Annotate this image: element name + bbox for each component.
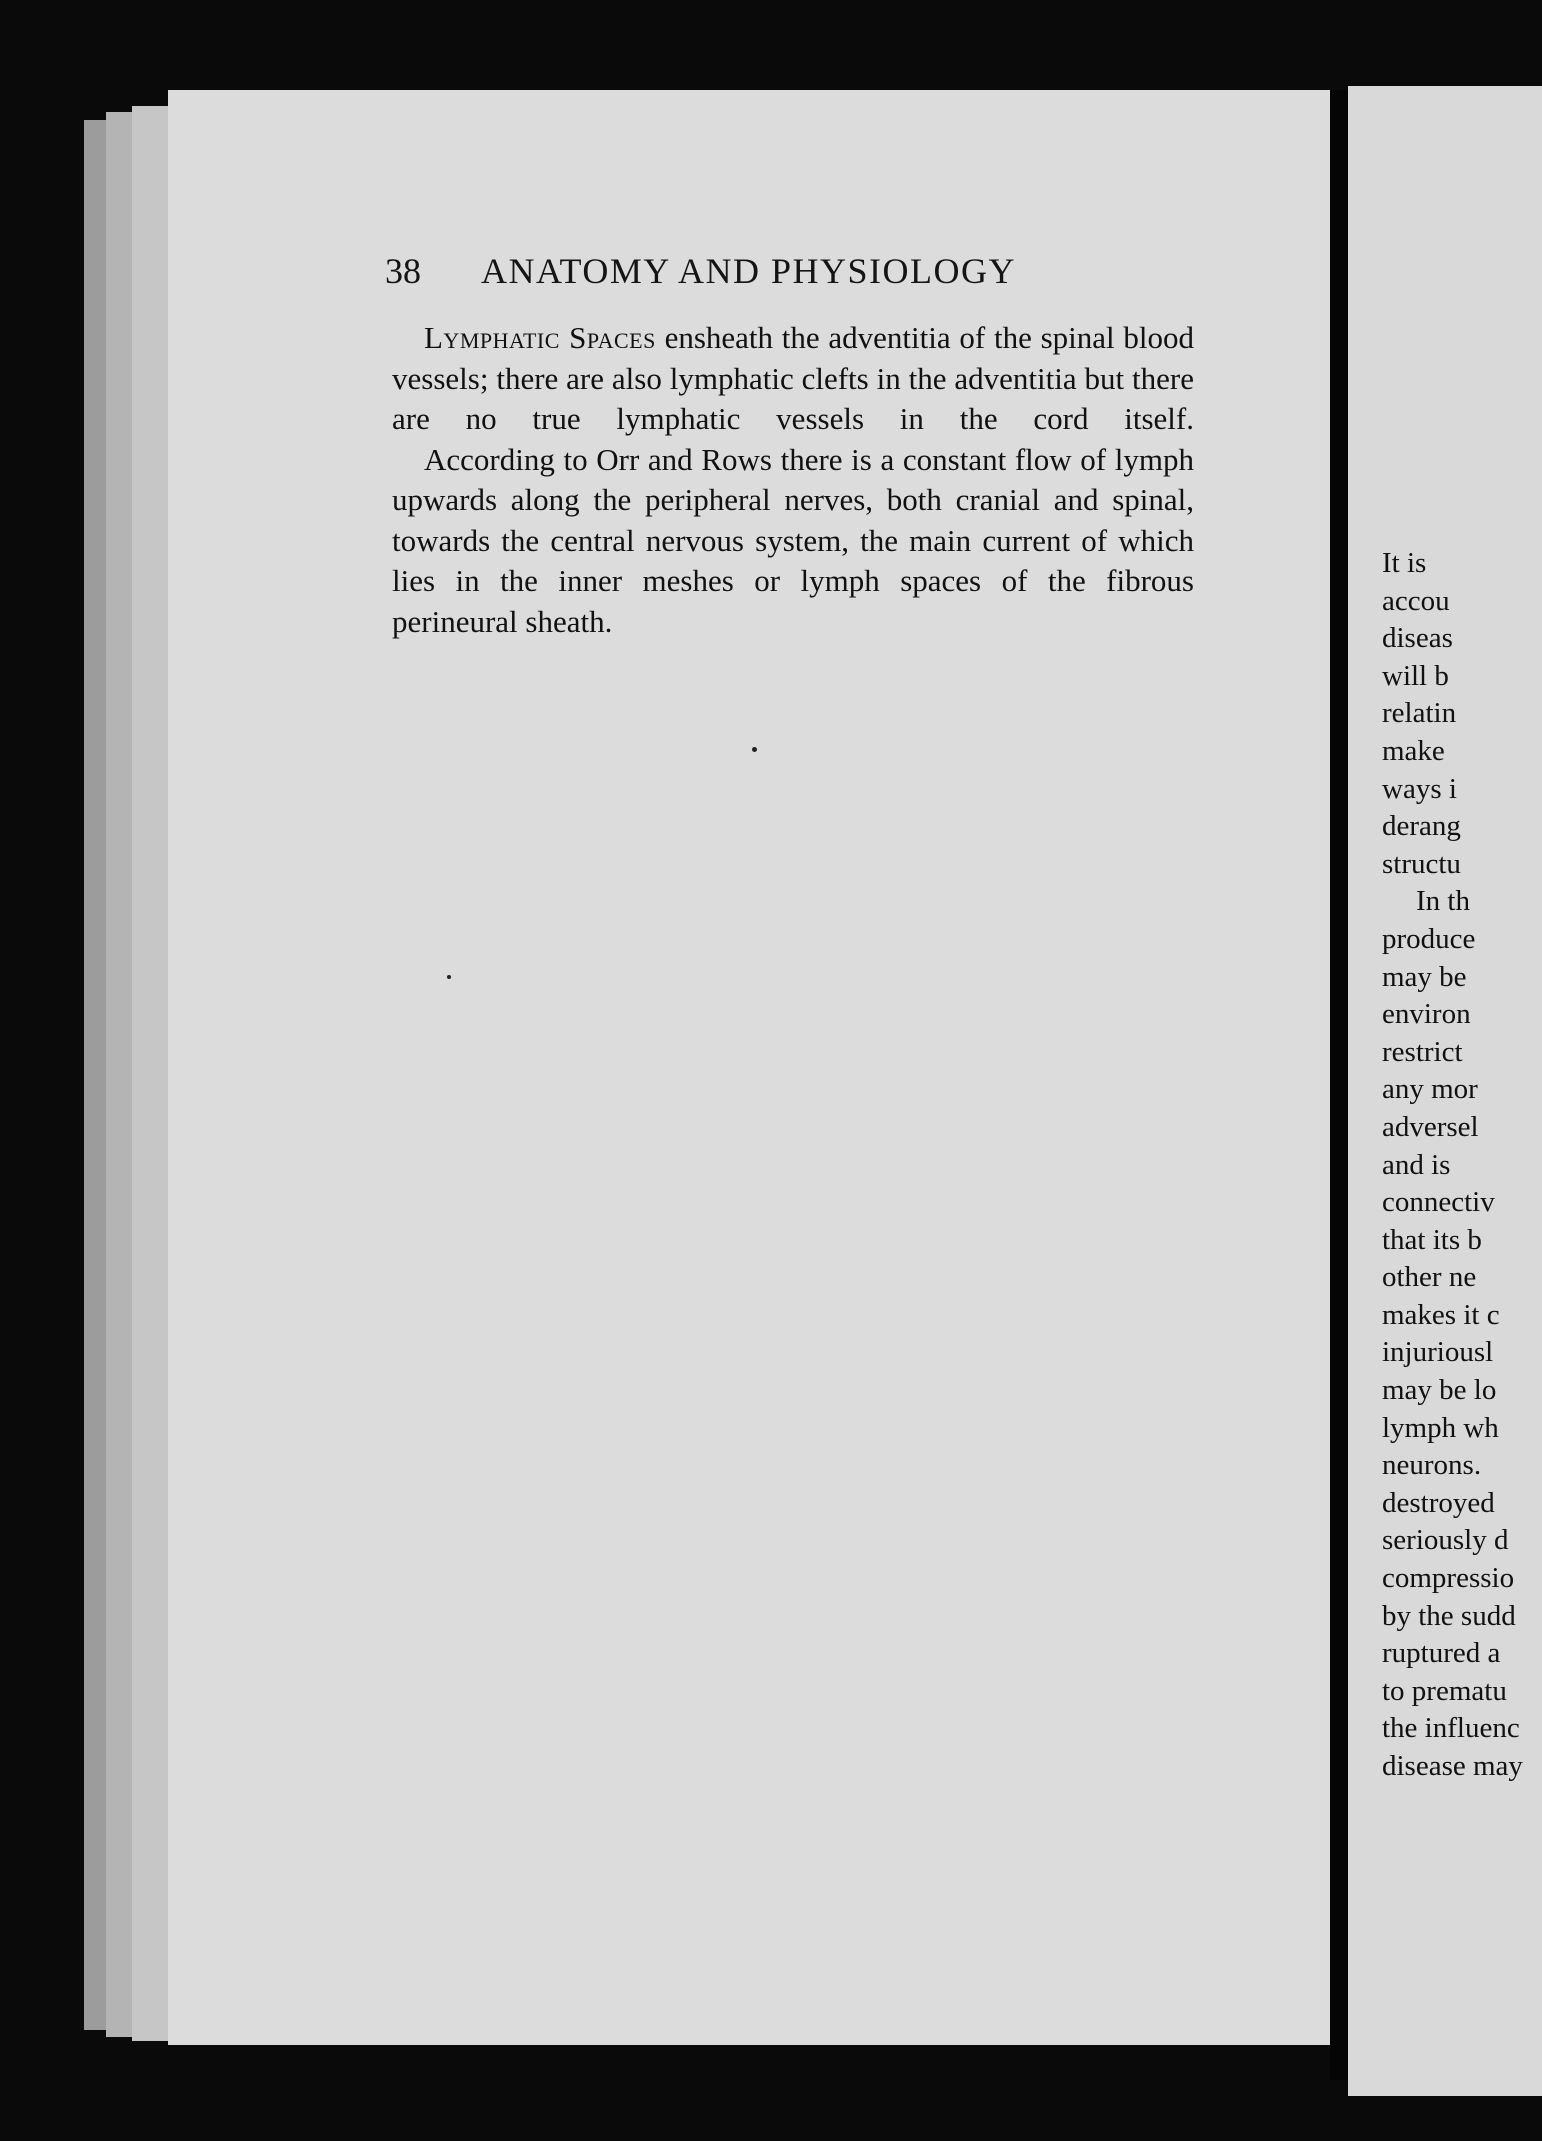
- right-page-text: [1382, 545, 1542, 1786]
- right-page-line: ways i: [1382, 772, 1457, 805]
- right-page-line: may be lo: [1382, 1374, 1497, 1407]
- right-page-line: any mor: [1382, 1073, 1478, 1106]
- right-page-line: seriously d: [1382, 1524, 1509, 1557]
- right-page-line: connectiv: [1382, 1186, 1495, 1219]
- right-page-line: neurons.: [1382, 1449, 1482, 1482]
- page-number: 38: [385, 251, 421, 291]
- right-page-line: that its b: [1382, 1223, 1482, 1256]
- right-page-line: disease may: [1382, 1750, 1523, 1782]
- right-page-line: will b: [1382, 659, 1449, 692]
- right-page-line: produce: [1382, 922, 1476, 955]
- book-gutter: [1330, 90, 1348, 2080]
- paragraph-lead: Lymphatic Spaces: [424, 320, 656, 355]
- running-head: [385, 250, 1016, 292]
- right-page-line: structu: [1382, 847, 1461, 880]
- page-edge-stack: [106, 112, 132, 2037]
- print-speck: [447, 975, 451, 979]
- right-page-line: other ne: [1382, 1261, 1477, 1294]
- right-page-line: to prematu: [1382, 1674, 1507, 1707]
- right-page-line: environ: [1382, 998, 1471, 1031]
- right-page-line: and is: [1382, 1148, 1451, 1181]
- page-edge-stack: [132, 106, 168, 2041]
- right-page-line: relatin: [1382, 697, 1457, 730]
- right-page-line: injuriousl: [1382, 1336, 1494, 1369]
- right-page-line: In th: [1416, 885, 1470, 918]
- right-page-line: makes it c: [1382, 1298, 1500, 1331]
- paragraph-body: ensheath the adventitia of the spinal blood vessels; there are also lymphatic clefts in the adventitia but there are no true lymphatic vessels in the cord itself.: [392, 320, 1194, 436]
- right-page-line: adversel: [1382, 1110, 1479, 1143]
- paragraph-lymphatic-spaces: [392, 318, 1194, 440]
- right-page-line: by the sudd: [1382, 1599, 1516, 1632]
- right-page-line: diseas: [1382, 622, 1453, 655]
- right-page-line: derang: [1382, 810, 1461, 843]
- right-page-line: ruptured a: [1382, 1637, 1501, 1670]
- running-head-title: ANATOMY AND PHYSIOLOGY: [481, 251, 1017, 291]
- paragraph-lymph-flow: According to Orr and Rows there is a constant flow of lymph upwards along the peripheral nerves, both cranial and spinal, towards the central nervous system, the main current of which lies in the inner meshes or lymph spaces of the fibrous perineural sheath.: [392, 441, 1194, 639]
- print-speck: [752, 747, 757, 752]
- right-page-line: lymph wh: [1382, 1411, 1499, 1444]
- right-page-line: It is: [1382, 547, 1427, 579]
- right-page-line: accou: [1382, 584, 1450, 617]
- right-page-line: the influenc: [1382, 1712, 1520, 1745]
- right-page-line: restrict: [1382, 1035, 1463, 1068]
- body-text: [392, 318, 1194, 642]
- right-page-line: destroyed: [1382, 1486, 1495, 1519]
- right-page-line: compressio: [1382, 1562, 1515, 1595]
- right-page-line: make: [1382, 734, 1445, 767]
- right-page-line: may be: [1382, 960, 1467, 993]
- page-edge-stack: [84, 120, 106, 2030]
